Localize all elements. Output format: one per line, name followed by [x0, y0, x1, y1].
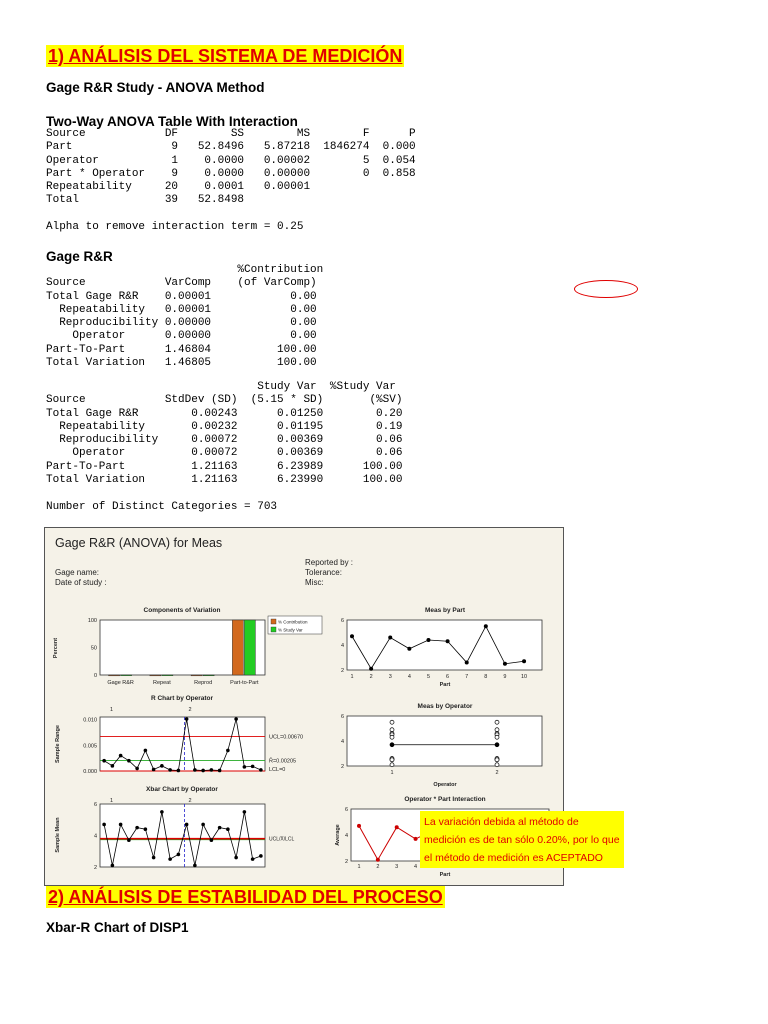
components-bar [191, 675, 202, 676]
xbar-chart-point [243, 810, 247, 814]
meas-by-part-xlabel: Part [439, 682, 451, 688]
meas-by-part-ytick: 2 [340, 668, 344, 674]
date-of-study-label: Date of study : [55, 578, 107, 587]
meas-by-operator-xtick: 1 [390, 770, 394, 776]
meas-by-part-point [350, 634, 354, 638]
xbar-chart-ylabel: Sample Mean [55, 817, 61, 853]
r-chart-ylabel: Sample Range [55, 725, 61, 763]
meas-by-part-ytick: 6 [340, 618, 344, 624]
section-1-heading: 1) ANÁLISIS DEL SISTEMA DE MEDICIÓN [48, 46, 403, 66]
meas-by-operator-title: Meas by Operator [417, 703, 473, 710]
xbar-chart-point [259, 854, 263, 858]
meas-by-part-point [369, 667, 373, 671]
meas-by-operator-mean-point [495, 743, 499, 747]
meas-by-operator-point [495, 763, 499, 767]
meas-by-part-ytick: 4 [340, 643, 344, 649]
panel-title: Gage R&R (ANOVA) for Meas [55, 536, 223, 550]
xbar-chart-title: Xbar Chart by Operator [146, 786, 218, 793]
r-chart-title: R Chart by Operator [150, 695, 214, 702]
meas-by-operator-point [390, 735, 394, 739]
r-chart-point [160, 764, 164, 768]
components-title: Components of Variation [143, 607, 221, 614]
meas-by-part-point [522, 659, 526, 663]
r-chart-point [127, 759, 131, 763]
meas-by-part-title: Meas by Part [424, 607, 466, 614]
xbar-chart-ytick: 6 [93, 802, 97, 808]
xbar-chart-point [234, 856, 238, 860]
components-legend-label: % Contribution [278, 619, 308, 625]
xbar-chart-operator-label: 2 [188, 798, 192, 804]
meas-by-operator-point [390, 763, 394, 767]
meas-by-part-xtick: 4 [407, 674, 411, 680]
components-ytick: 50 [90, 645, 97, 652]
xbar-chart-point [218, 826, 222, 830]
study-variation-table: Study Var %Study Var Source StdDev (SD) (5.15 * SD) (%SV) Total Gage R&R 0.00243 0.01250 0.20 Repeatability 0.00232 0.01195 0.19 Reproducibility 0.00072 0.00369 0.06 Operator 0.00072 0.00369 0.06 Part-To-Part 1.21163 6.23989 100.00 Total Variation 1.21163 6.23990 100.00 [46, 381, 403, 487]
distinct-categories: Number of Distinct Categories = 703 [46, 501, 278, 513]
xbar-chart-point [119, 823, 123, 827]
meas-by-part-point [484, 624, 488, 628]
xbar-chart-point [226, 827, 230, 831]
interaction-xtick: 2 [376, 864, 380, 870]
components-bar [109, 675, 120, 676]
r-chart-ucl-label: UCL=0.00670 [269, 734, 304, 741]
meas-by-part-xtick: 1 [350, 674, 354, 680]
interaction-ytick: 4 [344, 833, 348, 839]
xbar-chart-ytick: 4 [93, 833, 97, 840]
meas-by-operator-point [390, 758, 394, 762]
gage-name-label: Gage name: [55, 568, 100, 577]
meas-by-part-xtick: 10 [520, 674, 528, 680]
r-chart-point [201, 769, 205, 773]
xbar-chart-ytick: 2 [93, 865, 97, 871]
interaction-ytick: 6 [344, 807, 348, 813]
meas-by-part-xtick: 9 [503, 674, 507, 680]
r-chart-point [102, 759, 106, 763]
meas-by-part-xtick: 2 [369, 674, 373, 680]
conclusion-note: La variación debida al método de medición es de tan sólo 0.20%, por lo que el método de medición es ACEPTADO [420, 811, 624, 868]
meas-by-part-point [388, 636, 392, 640]
r-chart-point [259, 768, 263, 772]
xbar-chart-point [152, 856, 156, 860]
xbar-r-chart-title: Xbar-R Chart of DISP1 [46, 920, 189, 935]
r-chart-point [177, 769, 181, 773]
meas-by-part-point [465, 661, 469, 665]
interaction-xtick: 4 [414, 864, 418, 870]
components-bar [244, 620, 255, 675]
xbar-chart-point [160, 810, 164, 814]
components-ytick: 0 [93, 673, 97, 679]
meas-by-part-xtick: 3 [388, 674, 392, 680]
xbar-chart-point [193, 864, 197, 868]
interaction-point [414, 837, 418, 841]
components-xtick: Part-to-Part [230, 680, 259, 686]
meas-by-operator-point [495, 720, 499, 724]
interaction-ytick: 2 [344, 859, 348, 865]
interaction-point [357, 824, 361, 828]
components-legend-label: % Study Var [278, 627, 303, 633]
components-xtick: Gage R&R [107, 680, 134, 686]
r-chart-point [210, 768, 214, 772]
meas-by-part-point [426, 638, 430, 642]
r-chart-operator-label: 1 [110, 707, 114, 713]
interaction-ylabel: Average [335, 824, 341, 846]
components-legend-swatch [271, 619, 276, 624]
components-legend-swatch [271, 627, 276, 632]
xbar-chart-limit-label: UCL/X̄/LCL [269, 836, 295, 843]
interaction-title: Operator * Part Interaction [404, 796, 486, 803]
meas-by-operator-frame [347, 716, 542, 766]
r-chart-center-label: R̄=0.00205 [269, 758, 297, 765]
components-bar [150, 675, 161, 676]
meas-by-part-point [407, 647, 411, 651]
meas-by-part-xtick: 8 [484, 674, 488, 680]
meas-by-operator-point [495, 735, 499, 739]
interaction-xtick: 3 [395, 864, 399, 870]
r-chart-point [193, 768, 197, 772]
r-chart-point [185, 717, 189, 721]
xbar-chart-point [127, 838, 131, 842]
meas-by-part-xtick: 6 [446, 674, 450, 680]
xbar-chart-point [210, 838, 214, 842]
xbar-chart-point [201, 823, 205, 827]
meas-by-operator-point [495, 758, 499, 762]
xbar-chart-point [185, 823, 189, 827]
r-chart-point [119, 754, 123, 758]
meas-by-part-point [503, 662, 507, 666]
meas-by-part-xtick: 7 [465, 674, 469, 680]
reported-by-label: Reported by : [305, 558, 354, 567]
components-ytick: 100 [87, 618, 97, 624]
r-chart-lcl-label: LCL=0 [269, 767, 286, 773]
r-chart-operator-label: 2 [188, 707, 192, 713]
r-chart-point [152, 768, 156, 772]
interaction-xlabel: Part [439, 872, 451, 878]
r-chart-ytick: 0.005 [83, 743, 97, 750]
gage-rr-title: Gage R&R [46, 249, 113, 264]
r-chart-point [111, 764, 115, 768]
misc-label: Misc: [305, 578, 324, 587]
components-bar [162, 675, 173, 676]
r-chart-point [135, 767, 139, 771]
meas-by-operator-xtick: 2 [495, 770, 499, 776]
components-xtick: Repeat [153, 680, 171, 686]
xbar-chart-point [111, 864, 115, 868]
meas-by-operator-point [390, 720, 394, 724]
xbar-chart-point [168, 857, 172, 861]
r-chart-point [251, 765, 255, 769]
xbar-chart-point [177, 853, 181, 857]
r-chart-point [226, 749, 230, 753]
r-chart-point [168, 768, 172, 772]
anova-table: Source DF SS MS F P Part 9 52.8496 5.87218 1846274 0.000 Operator 1 0.0000 0.00002 5 0.054 Part * Operator 9 0.0000 0.00000 0 0.858 Repeatability 20 0.0001 0.00001 Total 39 52.8498 Alpha to remove interaction term = 0.25 [46, 128, 416, 234]
red-annotation-oval [574, 280, 638, 298]
r-chart-ytick: 0.000 [83, 769, 97, 775]
xbar-chart-point [251, 857, 255, 861]
meas-by-part-point [446, 639, 450, 643]
components-bar [203, 675, 214, 676]
interaction-xtick: 1 [357, 864, 361, 870]
interaction-point [376, 858, 380, 862]
xbar-chart-operator-label: 1 [110, 798, 114, 804]
r-chart-ytick: 0.010 [83, 717, 97, 724]
xbar-chart-point [102, 823, 106, 827]
meas-by-operator-ytick: 6 [340, 714, 344, 720]
xbar-chart-point [135, 826, 139, 830]
r-chart-point [234, 717, 238, 721]
components-xtick: Reprod [194, 680, 213, 686]
meas-by-operator-xlabel: Operator [433, 782, 457, 788]
meas-by-operator-ytick: 4 [340, 739, 344, 745]
components-bar [121, 675, 132, 676]
meas-by-operator-mean-point [390, 743, 394, 747]
xbar-chart-point [144, 827, 148, 831]
meas-by-operator-ytick: 2 [340, 764, 344, 770]
section-2-heading: 2) ANÁLISIS DE ESTABILIDAD DEL PROCESO [48, 887, 443, 907]
components-ylabel: Percent [53, 637, 59, 659]
variance-components-table: %Contribution Source VarComp (of VarComp) Total Gage R&R 0.00001 0.00 Repeatability 0.00001 0.00 Reproducibility 0.00000 0.00 Operator 0.00000 0.00 Part-To-Part 1.46804 100.00 Total Variation 1.46805 100.00 [46, 264, 324, 370]
r-chart-point [243, 765, 247, 769]
anova-table-title: Two-Way ANOVA Table With Interaction [46, 114, 298, 129]
interaction-point [395, 825, 399, 829]
tolerance-label: Tolerance: [305, 568, 342, 577]
components-bar [232, 620, 243, 675]
r-chart-point [144, 749, 148, 753]
study-title: Gage R&R Study - ANOVA Method [46, 80, 265, 95]
r-chart-point [218, 769, 222, 773]
meas-by-part-xtick: 5 [426, 674, 431, 680]
